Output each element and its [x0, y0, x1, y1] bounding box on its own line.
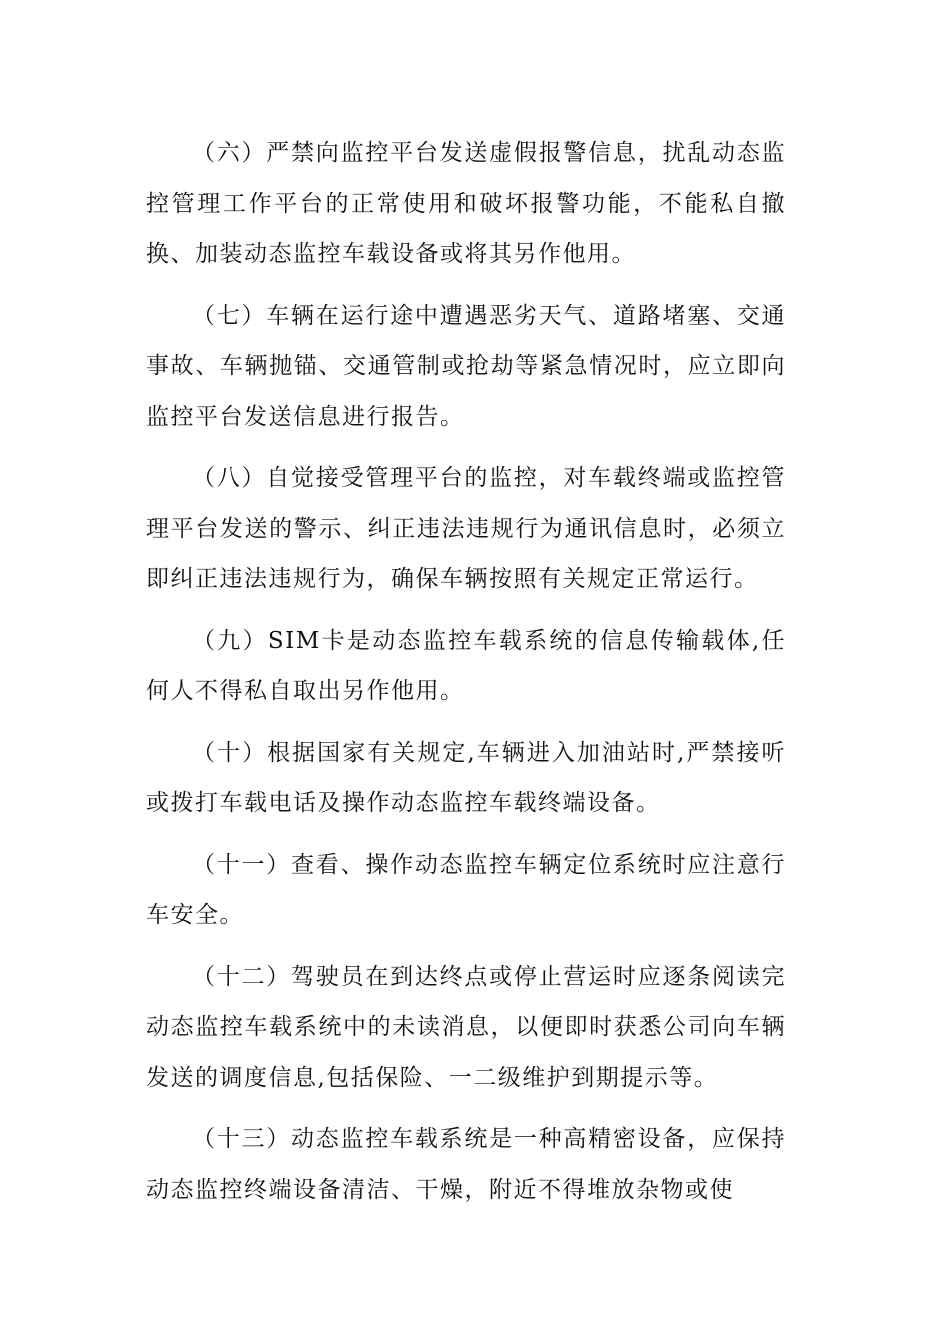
paragraph-9: （九）SIM卡是动态监控车载系统的信息传输载体,任何人不得私自取出另作他用。: [146, 627, 786, 704]
paragraph-13: （十三）动态监控车载系统是一种高精密设备，应保持动态监控终端设备清洁、干燥，附近不得堆放杂物或使: [146, 1126, 786, 1203]
paragraph-7: （七）车辆在运行途中遭遇恶劣天气、道路堵塞、交通事故、车辆抛锚、交通管制或抢劫等紧急情况时，应立即向监控平台发送信息进行报告。: [146, 302, 786, 430]
paragraph-6: （六）严禁向监控平台发送虚假报警信息，扰乱动态监控管理工作平台的正常使用和破坏报警功能，不能私自撤换、加装动态监控车载设备或将其另作他用。: [146, 140, 786, 267]
paragraph-11: （十一）查看、操作动态监控车辆定位系统时应注意行车安全。: [146, 851, 786, 928]
paragraph-8: （八）自觉接受管理平台的监控，对车载终端或监控管理平台发送的警示、纠正违法违规行为通讯信息时，必须立即纠正违法违规行为，确保车辆按照有关规定正常运行。: [146, 465, 786, 592]
document-body: [146, 128, 786, 1226]
paragraph-12: （十二）驾驶员在到达终点或停止营运时应逐条阅读完动态监控车载系统中的未读消息，以便即时获悉公司向车辆发送的调度信息,包括保险、一二级维护到期提示等。: [146, 963, 786, 1091]
paragraph-10: （十）根据国家有关规定,车辆进入加油站时,严禁接听或拨打车载电话及操作动态监控车载终端设备。: [146, 739, 786, 816]
